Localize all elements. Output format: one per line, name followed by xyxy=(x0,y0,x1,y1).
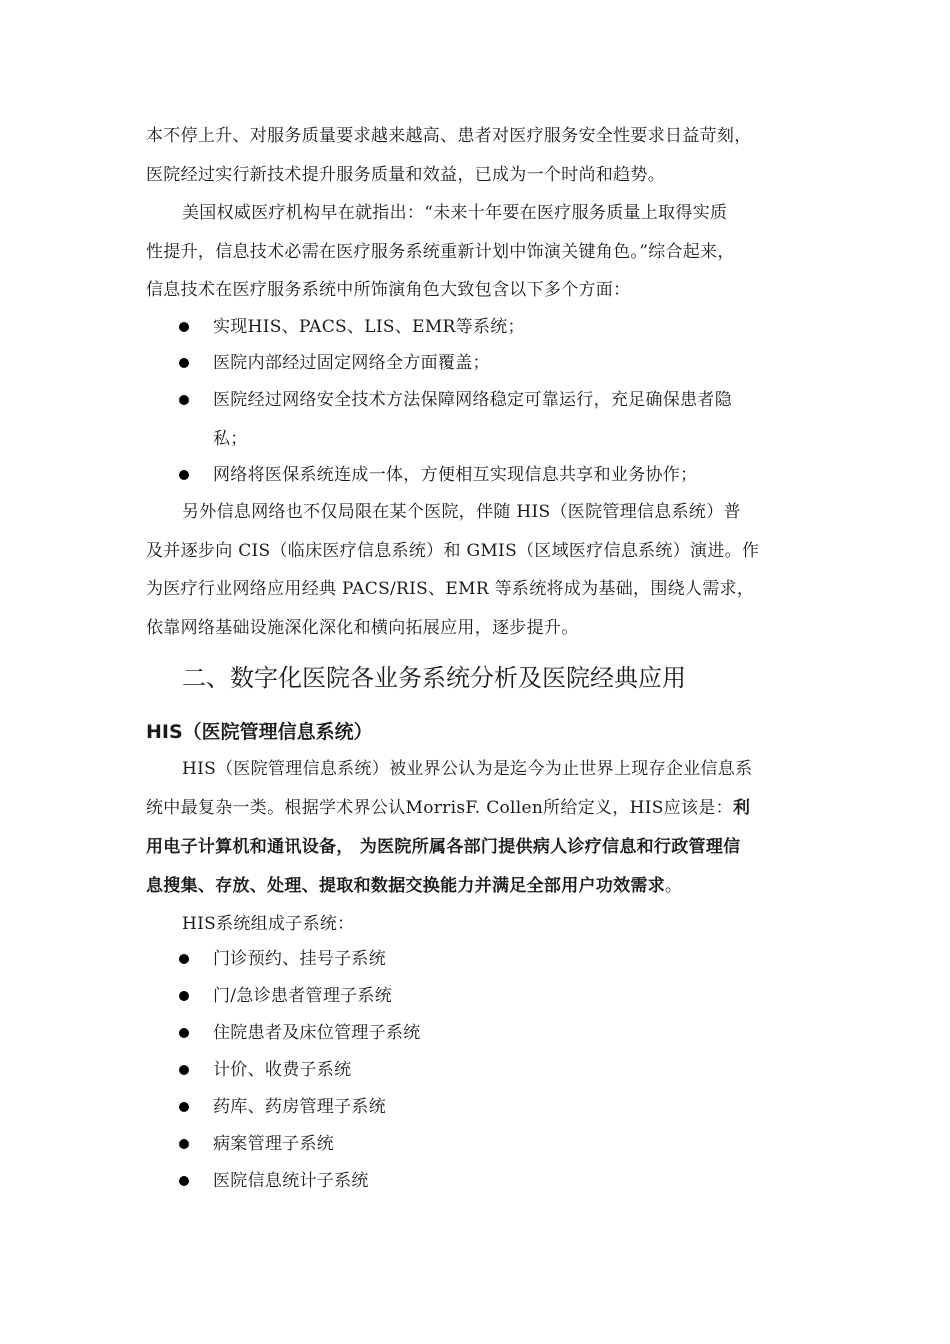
list-item: 病案管理子系统 xyxy=(213,1134,335,1154)
his-heading: HIS（医院管理信息系统） xyxy=(146,721,373,743)
paragraph-line: 及并逐步向 CIS（临床医疗信息系统）和 GMIS（区域医疗信息系统）演进。作 xyxy=(146,541,760,561)
list-item: 药库、药房管理子系统 xyxy=(213,1097,386,1117)
emphasis-text: 息搜集、存放、处理、提取和数据交换能力并满足全部用户功效需求 xyxy=(146,876,665,896)
paragraph-line: 另外信息网络也不仅局限在某个医院，伴随 HIS（医院管理信息系统）普 xyxy=(182,502,741,522)
paragraph-line: HIS（医院管理信息系统）被业界公认为是迄今为止世界上现存企业信息系 xyxy=(182,759,753,779)
list-item: 计价、收费子系统 xyxy=(213,1060,352,1080)
paragraph-line: 美国权威医疗机构早在就指出：“未来十年要在医疗服务质量上取得实质 xyxy=(182,203,728,223)
list-item: 医院内部经过固定网络全方面覆盖； xyxy=(213,353,490,373)
bullet-icon xyxy=(179,954,189,964)
bullet-icon xyxy=(179,395,189,405)
list-item: 实现HIS、PACS、LIS、EMR等系统； xyxy=(213,317,525,337)
paragraph-line: 信息技术在医疗服务系统中所饰演角色大致包含以下多个方面： xyxy=(146,280,631,300)
emphasis-line: 用电子计算机和通讯设备， 为医院所属各部门提供病人诊疗信息和行政管理信 xyxy=(146,837,741,857)
bullet-icon xyxy=(179,322,189,332)
paragraph-line: 性提升，信息技术必需在医疗服务系统重新计划中饰演关键角色。”综合起来， xyxy=(146,242,735,262)
subsystems-intro: HIS系统组成子系统： xyxy=(182,914,355,934)
paragraph-line: 为医疗行业网络应用经典 PACS/RIS、EMR 等系统将成为基础，围绕人需求， xyxy=(146,579,755,599)
list-item: 医院信息统计子系统 xyxy=(213,1171,369,1191)
bullet-icon xyxy=(179,1065,189,1075)
paragraph-line: 本不停上升、对服务质量要求越来越高、患者对医疗服务安全性要求日益苛刻， xyxy=(146,126,752,146)
bullet-icon xyxy=(179,358,189,368)
section-heading: 二、数字化医院各业务系统分析及医院经典应用 xyxy=(182,664,686,692)
bullet-icon xyxy=(179,1028,189,1038)
bullet-icon xyxy=(179,1102,189,1112)
list-item-continuation: 私； xyxy=(213,429,248,449)
paragraph-line: 医院经过实行新技术提升服务质量和效益，已成为一个时尚和趋势。 xyxy=(146,165,665,185)
list-item: 住院患者及床位管理子系统 xyxy=(213,1023,421,1043)
paragraph-line xyxy=(146,796,750,820)
list-item: 门/急诊患者管理子系统 xyxy=(213,986,393,1006)
bullet-icon xyxy=(179,1139,189,1149)
paragraph-line xyxy=(146,874,682,898)
list-item: 医院经过网络安全技术方法保障网络稳定可靠运行，充足确保患者隐 xyxy=(213,390,732,410)
paragraph-line: 依靠网络基础设施深化深化和横向拓展应用，逐步提升。 xyxy=(146,618,579,638)
bullet-icon xyxy=(179,1176,189,1186)
bullet-icon xyxy=(179,470,189,480)
list-item: 网络将医保系统连成一体，方便相互实现信息共享和业务协作； xyxy=(213,465,698,485)
bullet-icon xyxy=(179,991,189,1001)
list-item: 门诊预约、挂号子系统 xyxy=(213,949,386,969)
paragraph-text: 统中最复杂一类。根据学术界公认MorrisF. Collen所给定义，HIS应该是： xyxy=(146,798,733,818)
emphasis-text: 利 xyxy=(732,798,751,818)
paragraph-text: 。 xyxy=(665,876,683,896)
